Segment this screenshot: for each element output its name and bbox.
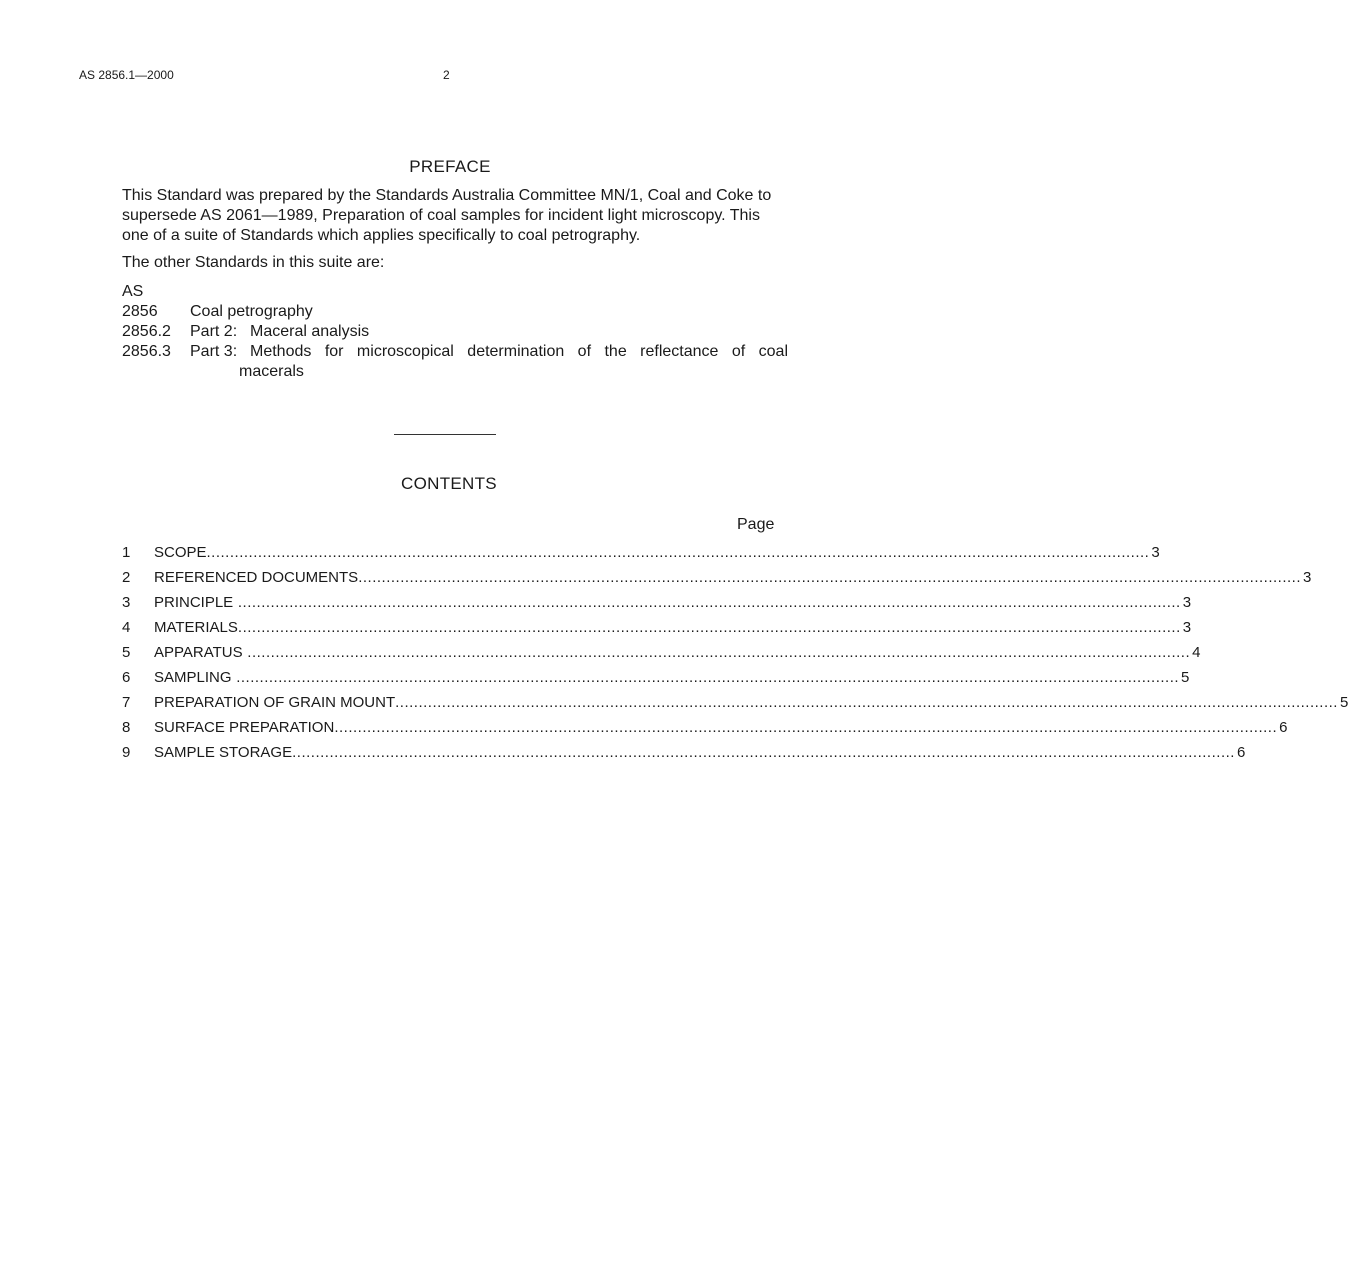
toc-leader-dots: .......................................................................................................................................................................................................... xyxy=(233,594,1181,611)
toc-entry[interactable] xyxy=(122,669,1190,694)
toc-entry-number: 1 xyxy=(122,544,131,561)
toc-entry-number: 6 xyxy=(122,669,131,686)
toc-entry-number: 4 xyxy=(122,619,131,636)
standard-description: Maceral analysis xyxy=(250,323,370,340)
page-number: 2 xyxy=(443,68,450,82)
toc-entry[interactable] xyxy=(122,719,1288,744)
toc-leader-dots: .......................................................................................................................................................................................................... xyxy=(242,644,1191,661)
standard-number: 2856.2 xyxy=(122,323,171,340)
table-of-contents xyxy=(122,544,1348,769)
standards-list-item xyxy=(122,322,822,342)
toc-entry-number: 8 xyxy=(122,719,131,736)
toc-entry-page: 4 xyxy=(1192,644,1201,661)
toc-entry-title: SAMPLING xyxy=(154,669,232,686)
toc-entry-page: 3 xyxy=(1182,619,1192,636)
toc-entry-number: 3 xyxy=(122,594,131,611)
section-divider xyxy=(394,434,496,435)
toc-entry-number: 7 xyxy=(122,694,131,711)
toc-entry-number: 9 xyxy=(122,744,131,761)
preface-line-2 xyxy=(122,206,837,226)
toc-leader-dots: .......................................................................................................................................................................................................... xyxy=(231,669,1180,686)
preface-line-1: This Standard was prepared by the Standards Australia Committee MN/1, Coal and Coke to xyxy=(122,187,772,204)
toc-leader-dots: .......................................................................................................................................................................................................... xyxy=(334,719,1278,736)
toc-entry-page: 5 xyxy=(1181,669,1190,686)
page-column-label: Page xyxy=(737,516,775,533)
toc-entry-title: SCOPE xyxy=(154,544,207,561)
toc-entry-title: SURFACE PREPARATION xyxy=(154,719,335,736)
standard-part: Part 2: xyxy=(190,323,238,340)
preface-heading: PREFACE xyxy=(409,157,491,176)
toc-entry[interactable] xyxy=(122,544,1160,569)
toc-entry-page: 5 xyxy=(1339,694,1348,711)
toc-entry-number: 2 xyxy=(122,569,131,586)
standards-list-item xyxy=(122,342,822,362)
toc-entry[interactable] xyxy=(122,619,1192,644)
toc-entry-number: 5 xyxy=(122,644,131,661)
superseded-standard-title: Preparation of coal samples for incident light microscopy xyxy=(322,207,722,224)
toc-leader-dots: .......................................................................................................................................................................................................... xyxy=(395,694,1338,711)
toc-entry-title: MATERIALS xyxy=(154,619,238,636)
toc-leader-dots: .......................................................................................................................................................................................................... xyxy=(237,619,1181,636)
toc-entry-title: PRINCIPLE xyxy=(154,594,234,611)
toc-leader-dots: .......................................................................................................................................................................................................... xyxy=(206,544,1150,561)
standards-list-item-continuation xyxy=(122,362,822,382)
toc-entry[interactable] xyxy=(122,694,1348,719)
toc-leader-dots: .......................................................................................................................................................................................................... xyxy=(292,744,1235,761)
standard-number: AS xyxy=(122,283,144,300)
standards-list-item xyxy=(122,282,822,302)
preface-paragraph xyxy=(122,186,837,246)
standards-list-item xyxy=(122,302,822,322)
toc-entry-title: SAMPLE STORAGE xyxy=(154,744,293,761)
toc-leader-dots: .......................................................................................................................................................................................................... xyxy=(358,569,1302,586)
preface-line-3: one of a suite of Standards which applies specifically to coal petrography. xyxy=(122,227,641,244)
toc-entry-page: 6 xyxy=(1279,719,1288,736)
preface-line-2-prefix: supersede AS 2061—1989, xyxy=(122,207,318,224)
standard-part: Part 3: xyxy=(190,343,238,360)
toc-entry[interactable] xyxy=(122,594,1192,619)
document-id: AS 2856.1—2000 xyxy=(79,68,174,82)
toc-entry[interactable] xyxy=(122,569,1312,594)
standard-description: Methods for microscopical determination of the reflectance of coal xyxy=(250,343,789,360)
toc-entry-title: REFERENCED DOCUMENTS xyxy=(154,569,359,586)
standard-description: Coal petrography xyxy=(190,303,313,320)
toc-entry-title: APPARATUS xyxy=(154,644,243,661)
standards-list xyxy=(122,282,822,382)
toc-entry-title: PREPARATION OF GRAIN MOUNT xyxy=(154,694,396,711)
toc-entry-page: 3 xyxy=(1182,594,1192,611)
toc-entry[interactable] xyxy=(122,744,1246,769)
toc-entry[interactable] xyxy=(122,644,1201,669)
standard-number: 2856 xyxy=(122,303,158,320)
standard-description-continuation: macerals xyxy=(239,363,304,380)
toc-entry-page: 6 xyxy=(1236,744,1246,761)
contents-heading: CONTENTS xyxy=(401,474,497,493)
preface-line-2-suffix: . This xyxy=(721,207,760,224)
standard-number: 2856.3 xyxy=(122,343,171,360)
toc-entry-page: 3 xyxy=(1303,569,1312,586)
toc-entry-page: 3 xyxy=(1151,544,1160,561)
other-standards-intro: The other Standards in this suite are: xyxy=(122,254,385,271)
